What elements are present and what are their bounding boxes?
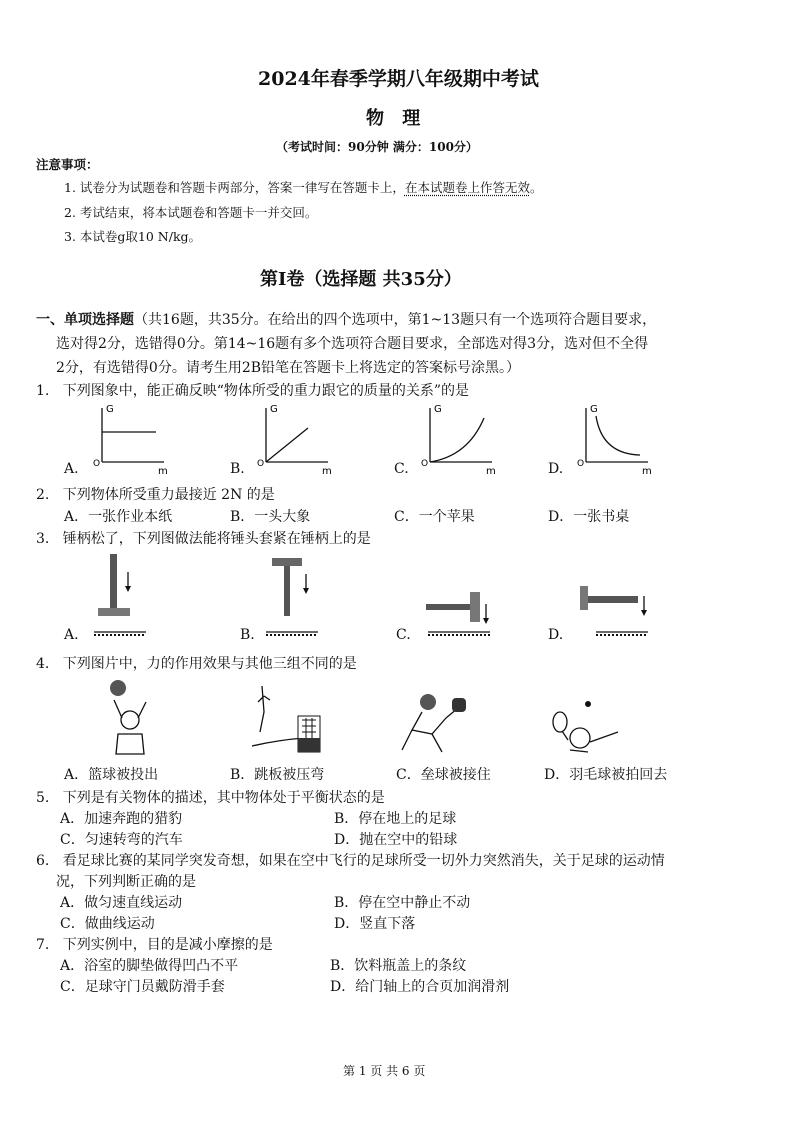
- option-a: A．加速奔跑的猎豹: [60, 811, 183, 827]
- part1-line3: 2分，有选错得0分。请考生用2B铅笔在答题卡上将选定的答案标号涂黑。）: [56, 360, 521, 376]
- hammer-b: [262, 552, 322, 642]
- option-d: D.: [548, 461, 564, 477]
- question-stem: 锤柄松了，下列图做法能将锤头套紧在锤柄上的是: [62, 531, 371, 547]
- option-b: B.: [230, 461, 245, 477]
- note-item: [64, 227, 201, 245]
- axis-label-g: G: [434, 404, 442, 415]
- question-stem: 下列实例中，目的是减小摩擦的是: [62, 937, 273, 953]
- note-text-end: 。: [529, 180, 543, 195]
- option-c: C．做曲线运动: [60, 916, 155, 932]
- option-a: A.: [64, 627, 79, 643]
- note-text: 考试结束，将本试题卷和答题卡一并交回。: [79, 205, 318, 220]
- part1-line2: 选对得2分，选错得0分。第14~16题有多个选项符合题目要求，全部选对得3分，选对但不全得: [56, 336, 649, 352]
- option-d: D．竖直下落: [334, 916, 416, 932]
- graph-c: [420, 400, 500, 477]
- option-d: D．抛在空中的铅球: [334, 832, 458, 848]
- hammer-a: [90, 552, 150, 642]
- question-number: 4.: [36, 656, 50, 672]
- question-stem: 下列图象中，能正确反映“物体所受的重力跟它的质量的关系”的是: [62, 383, 470, 399]
- axis-label-m: m: [322, 466, 332, 477]
- question-number: 5.: [36, 790, 50, 806]
- option-b: B．跳板被压弯: [230, 767, 325, 783]
- question-number: 7.: [36, 937, 50, 953]
- note-text: 本试卷g取10 N/kg。: [79, 229, 202, 244]
- question-stem: 下列图片中，力的作用效果与其他三组不同的是: [62, 656, 357, 672]
- question-6: [36, 850, 665, 870]
- graph-b: [256, 400, 336, 477]
- hammer-d: [574, 574, 654, 642]
- question-number: 6.: [36, 853, 50, 869]
- exam-title: 2024年春季学期八年级期中考试: [258, 68, 539, 90]
- option-b: B．饮料瓶盖上的条纹: [330, 958, 467, 974]
- exam-info: （考试时间：90分钟 满分：100分）: [276, 140, 478, 154]
- note-emphasis: 在本试题卷上作答无效: [404, 180, 530, 195]
- subject-title: 物 理: [366, 108, 427, 129]
- option-d: D．一张书桌: [548, 509, 630, 525]
- option-c: C．匀速转弯的汽车: [60, 832, 183, 848]
- note-item: [64, 203, 317, 221]
- question-number: 2.: [36, 487, 50, 503]
- option-d: D．给门轴上的合页加润滑剂: [330, 979, 510, 995]
- axis-label-g: G: [270, 404, 278, 415]
- option-d: D．羽毛球被拍回去: [544, 767, 668, 783]
- section-title: 第Ⅰ卷（选择题 共35分）: [260, 269, 462, 290]
- hammer-c: [424, 570, 494, 642]
- note-number: 2.: [64, 205, 76, 220]
- option-a: A．浴室的脚垫做得凹凸不平: [60, 958, 239, 974]
- origin-label: O: [421, 459, 429, 469]
- option-c: C．足球守门员戴防滑手套: [60, 979, 225, 995]
- option-b: B．停在地上的足球: [334, 811, 457, 827]
- note-text: 试卷分为试题卷和答题卡两部分，答案一律写在答题卡上，: [79, 180, 405, 195]
- graph-a: [92, 400, 172, 477]
- option-b: B．一头大象: [230, 509, 311, 525]
- page-footer: 第 1 页 共 6 页: [343, 1064, 426, 1078]
- baseball-picture: [392, 690, 472, 760]
- springboard-picture: [248, 682, 328, 762]
- option-a: A.: [64, 461, 79, 477]
- axis-label-m: m: [486, 466, 496, 477]
- question-2: [36, 484, 275, 504]
- note-number: 3.: [64, 229, 76, 244]
- question-stem: 看足球比赛的某同学突发奇想，如果在空中飞行的足球所受一切外力突然消失，关于足球的运动情: [62, 853, 665, 869]
- axis-label-m: m: [642, 466, 652, 477]
- graph-d: [576, 400, 656, 477]
- axis-label-g: G: [590, 404, 598, 415]
- question-3: [36, 528, 371, 548]
- question-stem-cont: 况，下列判断正确的是: [56, 874, 196, 890]
- option-c: C.: [396, 627, 411, 643]
- part1-heading: 一、单项选择题: [36, 312, 134, 328]
- axis-label-g: G: [106, 404, 114, 415]
- part1-line1: （共16题，共35分。在给出的四个选项中，第1~13题只有一个选项符合题目要求，: [134, 312, 657, 328]
- option-a: A．做匀速直线运动: [60, 895, 183, 911]
- question-number: 3.: [36, 531, 50, 547]
- badminton-picture: [548, 694, 628, 764]
- option-b: B.: [240, 627, 255, 643]
- question-4: [36, 653, 357, 673]
- option-b: B．停在空中静止不动: [334, 895, 471, 911]
- part1-instructions: [36, 309, 656, 329]
- axis-label-m: m: [158, 466, 168, 477]
- option-c: C．一个苹果: [394, 509, 475, 525]
- origin-label: O: [257, 459, 265, 469]
- option-a: A．一张作业本纸: [64, 509, 173, 525]
- option-a: A．篮球被投出: [64, 767, 159, 783]
- option-c: C.: [394, 461, 409, 477]
- question-stem: 下列是有关物体的描述，其中物体处于平衡状态的是: [62, 790, 385, 806]
- origin-label: O: [577, 459, 585, 469]
- notes-heading: 注意事项：: [36, 157, 99, 172]
- basketball-picture: [100, 678, 160, 758]
- question-5: [36, 787, 385, 807]
- question-1: [36, 380, 469, 400]
- question-stem: 下列物体所受重力最接近 2N 的是: [62, 487, 275, 503]
- option-d: D.: [548, 627, 564, 643]
- note-number: 1.: [64, 180, 76, 195]
- question-7: [36, 934, 273, 954]
- option-c: C．垒球被接住: [396, 767, 491, 783]
- origin-label: O: [93, 459, 101, 469]
- question-number: 1.: [36, 383, 50, 399]
- note-item: [64, 178, 542, 196]
